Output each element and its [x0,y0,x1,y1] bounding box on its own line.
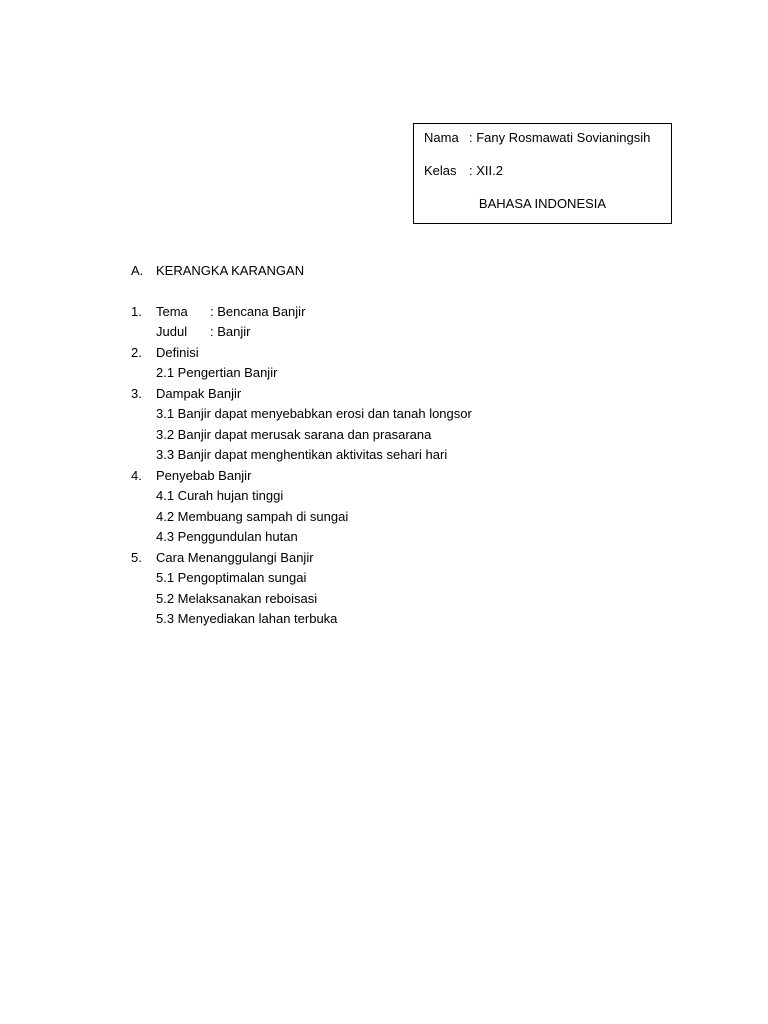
outline [131,261,691,630]
kelas-value: : XII.2 [469,163,503,178]
nama-value: : Fany Rosmawati Sovianingsih [469,130,651,145]
tema-value: : Bencana Banjir [210,303,306,319]
sub-item [131,445,691,466]
sub-item-text: 5.2 Melaksanakan reboisasi [156,590,318,606]
sub-item-text: 4.2 Membuang sampah di sungai [156,508,349,524]
sub-item [131,527,691,548]
item-title: Dampak Banjir [156,385,242,401]
section-title: KERANGKA KARANGAN [156,263,305,278]
list-item [131,466,691,487]
sub-item-text: 4.1 Curah hujan tinggi [156,488,284,503]
judul-value: : Banjir [210,324,251,339]
section-marker: A. [131,263,144,278]
sub-item-text: 5.1 Pengoptimalan sungai [156,570,307,585]
section-heading [131,261,691,282]
kelas-row [424,163,503,178]
nama-row [424,130,650,145]
list-item [131,343,691,364]
judul-line [156,322,250,343]
sub-item [131,589,691,610]
list-item [131,384,691,405]
list-item [131,322,691,343]
identity-box [413,123,672,224]
sub-item-text: 2.1 Pengertian Banjir [156,365,278,380]
sub-item-text: 3.2 Banjir dapat merusak sarana dan prasarana [156,426,432,442]
sub-item [131,568,691,589]
sub-item-text: 3.1 Banjir dapat menyebabkan erosi dan tanah longsor [156,406,472,421]
list-item [131,302,691,323]
sub-item [131,404,691,425]
sub-item [131,363,691,384]
item-number: 2. [131,344,142,360]
item-title: Definisi [156,344,199,360]
tema-line [156,302,305,323]
item-number: 1. [131,303,142,319]
item-title: Penyebab Banjir [156,467,252,483]
sub-item [131,507,691,528]
item-number: 5. [131,549,142,565]
nama-label: Nama [424,130,459,145]
list-item [131,548,691,569]
item-number: 3. [131,385,142,401]
judul-label: Judul [156,324,188,339]
sub-item [131,609,691,630]
subject-label: BAHASA INDONESIA [478,196,607,211]
sub-item-text: 3.3 Banjir dapat menghentikan aktivitas sehari hari [156,447,448,462]
tema-label: Tema [156,303,188,319]
sub-item [131,486,691,507]
sub-item [131,425,691,446]
kelas-label: Kelas [424,163,457,178]
item-title: Cara Menanggulangi Banjir [156,549,314,565]
sub-item-text: 4.3 Penggundulan hutan [156,529,298,544]
sub-item-text: 5.3 Menyediakan lahan terbuka [156,611,338,626]
item-number: 4. [131,467,142,483]
